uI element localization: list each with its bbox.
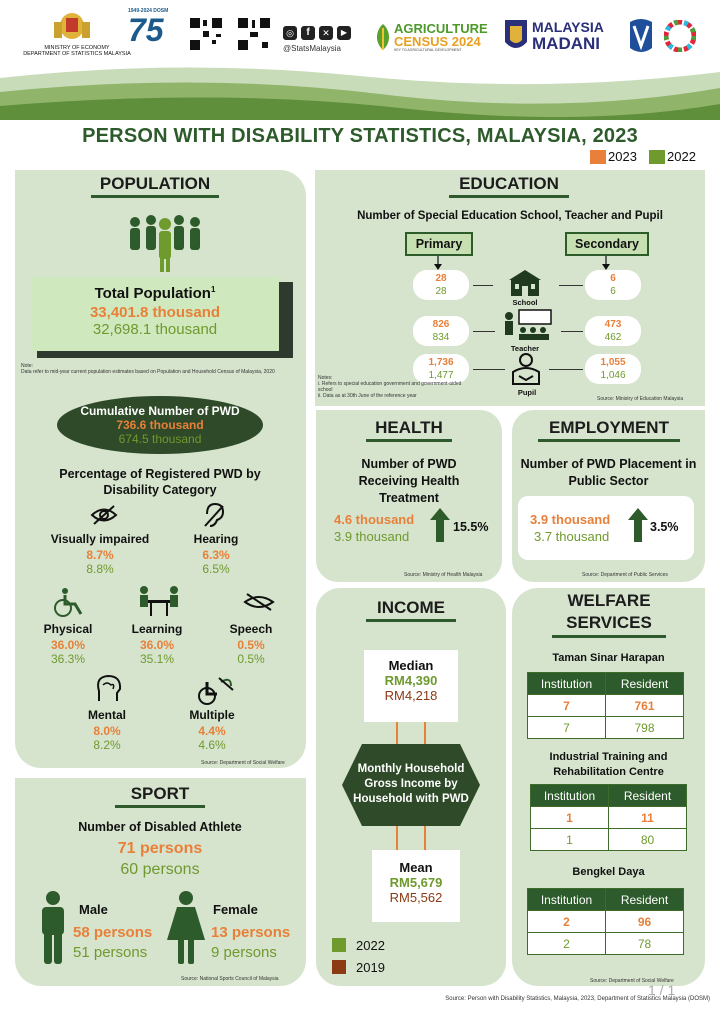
sdg-wheel-icon xyxy=(664,20,696,52)
population-source: Source: Department of Social Welfare xyxy=(201,760,285,766)
madani-logo: MALAYSIA MADANI xyxy=(532,19,604,53)
total-population-box xyxy=(31,277,279,351)
instagram-icon[interactable]: ◎ xyxy=(283,26,297,40)
arrow-up-icon xyxy=(430,508,450,542)
income-connector xyxy=(396,722,398,744)
cat-physical: Physical 36.0% 36.3% xyxy=(43,622,93,666)
teacher-label: Teacher xyxy=(510,344,540,353)
median-box xyxy=(364,650,458,722)
year-legend xyxy=(590,149,710,165)
school-label: School xyxy=(512,298,538,307)
welfare-table-3 xyxy=(527,888,684,955)
legend-2022-label: 2022 xyxy=(667,149,696,164)
population-note: Note: Data refer to mid-year current population estimates based on Population and Household Census of Malaysia, 2020 xyxy=(21,363,275,375)
teacher-primary-pill: 826 834 xyxy=(413,316,469,346)
school-primary-pill: 28 28 xyxy=(413,270,469,300)
col-institution: Institution xyxy=(528,673,606,695)
health-2022: 3.9 thousand xyxy=(334,529,410,544)
cat-learning: Learning 36.0% 35.1% xyxy=(131,622,183,666)
multiple-disability-icon xyxy=(195,674,235,706)
table-cell: 798 xyxy=(606,717,684,739)
median-label: Median xyxy=(388,658,434,673)
school-building-icon xyxy=(505,268,545,296)
youtube-icon[interactable]: ▶ xyxy=(337,26,351,40)
income-panel xyxy=(316,588,506,986)
arrow-down-icon xyxy=(433,256,443,270)
table-cell: 7 xyxy=(528,695,606,717)
pupil-label: Pupil xyxy=(517,388,537,397)
health-subtitle: Number of PWD Receiving Health Treatment xyxy=(358,457,460,505)
header-bar xyxy=(0,0,720,118)
connector-line xyxy=(549,369,583,370)
connector-line xyxy=(473,331,495,332)
cumulative-pwd-ellipse xyxy=(57,396,263,454)
eye-slash-icon xyxy=(90,504,118,526)
female-icon xyxy=(165,890,207,966)
qr-code-icon[interactable] xyxy=(188,16,224,52)
teacher-class-icon xyxy=(499,308,555,342)
people-group-icon xyxy=(125,212,205,274)
table-cell: 96 xyxy=(606,911,684,933)
welfare-table-2 xyxy=(530,784,687,851)
sport-panel xyxy=(15,778,306,986)
cat-visually-impaired: Visually impaired 8.7% 8.8% xyxy=(50,532,150,576)
employment-growth: 3.5% xyxy=(650,520,679,534)
legend-2022-swatch xyxy=(649,150,665,164)
welfare-table-1 xyxy=(527,672,684,739)
pupil-reading-icon xyxy=(509,352,543,386)
qr-code-icon[interactable] xyxy=(236,16,272,52)
male-2023: 58 persons xyxy=(73,924,153,941)
income-connector xyxy=(396,826,398,850)
col-resident: Resident xyxy=(606,673,684,695)
facebook-icon[interactable]: f xyxy=(301,26,315,40)
mean-2019: RM5,562 xyxy=(389,890,443,905)
mean-label: Mean xyxy=(399,860,433,875)
table-cell: 1 xyxy=(531,807,609,829)
sport-subtitle: Number of Disabled Athlete xyxy=(78,820,242,834)
legend-2022-income-label: 2022 xyxy=(356,938,385,953)
x-icon[interactable]: ✕ xyxy=(319,26,333,40)
health-panel xyxy=(316,410,502,582)
education-heading: EDUCATION xyxy=(449,174,569,198)
welfare-table-title-2: Industrial Training and Rehabilitation Centre xyxy=(549,751,668,778)
col-institution: Institution xyxy=(528,889,606,911)
female-label: Female xyxy=(213,902,258,917)
median-2019: RM4,218 xyxy=(384,688,438,703)
education-source: Source: Ministry of Education Malaysia xyxy=(597,396,684,402)
income-connector xyxy=(424,826,426,850)
education-panel xyxy=(315,170,705,406)
pupil-primary-pill: 1,736 1,477 xyxy=(413,354,469,384)
col-resident: Resident xyxy=(609,785,687,807)
table-cell: 1 xyxy=(531,829,609,851)
total-population-2023: 33,401.8 thousand xyxy=(89,304,221,321)
welfare-table-title-3: Bengkel Daya xyxy=(572,866,645,878)
social-handle: @StatsMalaysia xyxy=(283,44,341,53)
education-notes: Notes: i. Refers to special education government and government-aided school ii. Data as at 30th June of the reference year xyxy=(318,375,462,399)
welfare-heading: WELFARE SERVICES xyxy=(552,590,666,638)
employment-2023: 3.9 thousand xyxy=(530,512,611,527)
madani-emblem-icon xyxy=(502,16,530,56)
table-cell: 761 xyxy=(606,695,684,717)
brain-head-icon xyxy=(93,673,123,705)
primary-label: Primary xyxy=(405,232,473,256)
female-2023: 13 persons xyxy=(211,924,291,941)
education-subtitle: Number of Special Education School, Teacher and Pupil xyxy=(357,210,663,222)
connector-line xyxy=(559,285,583,286)
table-cell: 2 xyxy=(528,933,606,955)
total-population-label: Total Population xyxy=(94,285,211,302)
col-institution: Institution xyxy=(531,785,609,807)
partner-logo-icon xyxy=(624,16,658,56)
sport-total-2023: 71 persons xyxy=(117,840,203,857)
cat-speech: Speech 0.5% 0.5% xyxy=(229,622,273,666)
agriculture-census-logo: AGRICULTURE CENSUS 2024 KEY TO AGRICULTURAL DEVELOPMENT xyxy=(394,21,488,52)
ear-icon xyxy=(201,502,225,528)
legend-2019-income-swatch xyxy=(332,960,346,974)
school-secondary-pill: 6 6 xyxy=(585,270,641,300)
total-population-2022: 32,698.1 thousand xyxy=(92,321,218,338)
median-2022: RM4,390 xyxy=(384,673,438,688)
cat-hearing: Hearing 6.3% 6.5% xyxy=(193,532,239,576)
page-title: PERSON WITH DISABILITY STATISTICS, MALAYSIA, 2023 xyxy=(82,125,638,147)
ministry-name: MINISTRY OF ECONOMY DEPARTMENT OF STATISTICS MALAYSIA xyxy=(23,45,131,57)
employment-subtitle: Number of PWD Placement in Public Sector xyxy=(520,457,697,488)
female-2022: 9 persons xyxy=(211,944,277,961)
dosm-75-logo: 1949-2024 DOSM 75 xyxy=(128,8,169,48)
employment-source: Source: Department of Public Services xyxy=(582,572,668,578)
arrow-down-icon xyxy=(601,256,611,270)
connector-line xyxy=(473,369,505,370)
table-cell: 11 xyxy=(609,807,687,829)
employment-2022: 3.7 thousand xyxy=(534,529,610,544)
welfare-panel xyxy=(512,588,705,986)
employment-heading: EMPLOYMENT xyxy=(538,418,680,442)
male-2022: 51 persons xyxy=(73,944,148,961)
sport-source: Source: National Sports Council of Malaysia xyxy=(181,976,279,982)
health-growth: 15.5% xyxy=(453,520,489,534)
table-cell: 2 xyxy=(528,911,606,933)
sport-total-2022: 60 persons xyxy=(120,861,200,878)
disability-category-heading: Percentage of Registered PWD by Disability Category xyxy=(59,467,261,497)
agriculture-census-icon xyxy=(372,22,394,52)
table-cell: 7 xyxy=(528,717,606,739)
wheelchair-icon xyxy=(51,586,87,618)
welfare-table-title-1: Taman Sinar Harapan xyxy=(552,652,665,664)
health-heading: HEALTH xyxy=(366,418,452,442)
health-source: Source: Ministry of Health Malaysia xyxy=(404,572,483,578)
arrow-up-icon xyxy=(628,508,648,542)
table-cell: 78 xyxy=(606,933,684,955)
teacher-secondary-pill: 473 462 xyxy=(585,316,641,346)
total-population-sup: 1 xyxy=(210,285,216,294)
table-cell: 80 xyxy=(609,829,687,851)
col-resident: Resident xyxy=(606,889,684,911)
employment-panel xyxy=(512,410,705,582)
speech-slash-icon xyxy=(241,590,277,614)
cumulative-pwd-2023: 736.6 thousand xyxy=(116,418,204,432)
header-wave xyxy=(0,58,720,120)
cumulative-pwd-2022: 674.5 thousand xyxy=(118,432,202,446)
cumulative-pwd-label: Cumulative Number of PWD xyxy=(80,404,240,418)
cat-multiple: Multiple 4.4% 4.6% xyxy=(189,708,235,752)
legend-2023-swatch xyxy=(590,150,606,164)
population-heading: POPULATION xyxy=(91,174,219,198)
page-indicator[interactable]: 1 / 1 xyxy=(648,982,676,998)
welfare-source: Source: Department of Social Welfare xyxy=(590,978,674,984)
sport-heading: SPORT xyxy=(115,784,205,808)
cat-mental: Mental 8.0% 8.2% xyxy=(87,708,126,752)
male-icon xyxy=(37,890,69,966)
mean-box xyxy=(372,850,460,922)
social-icons xyxy=(283,26,365,44)
secondary-label: Secondary xyxy=(565,232,649,256)
population-panel xyxy=(15,170,306,768)
income-center-text: Monthly Household Gross Income by Household with PWD xyxy=(353,763,469,805)
legend-2019-income-label: 2019 xyxy=(356,960,385,975)
mean-2022: RM5,679 xyxy=(389,875,443,890)
coat-of-arms-icon xyxy=(52,10,92,42)
income-heading: INCOME xyxy=(366,598,456,622)
connector-line xyxy=(473,285,493,286)
income-connector xyxy=(424,722,426,744)
footer-source: Source: Person with Disability Statistics, Malaysia, 2023, Department of Statistics Malaysia (DOSM) xyxy=(445,996,710,1002)
learning-desk-icon xyxy=(135,584,183,618)
male-label: Male xyxy=(79,902,108,917)
connector-line xyxy=(561,331,583,332)
legend-2022-income-swatch xyxy=(332,938,346,952)
pupil-secondary-pill: 1,055 1,046 xyxy=(585,354,641,384)
legend-2023-label: 2023 xyxy=(608,149,637,164)
health-2023: 4.6 thousand xyxy=(334,512,415,527)
